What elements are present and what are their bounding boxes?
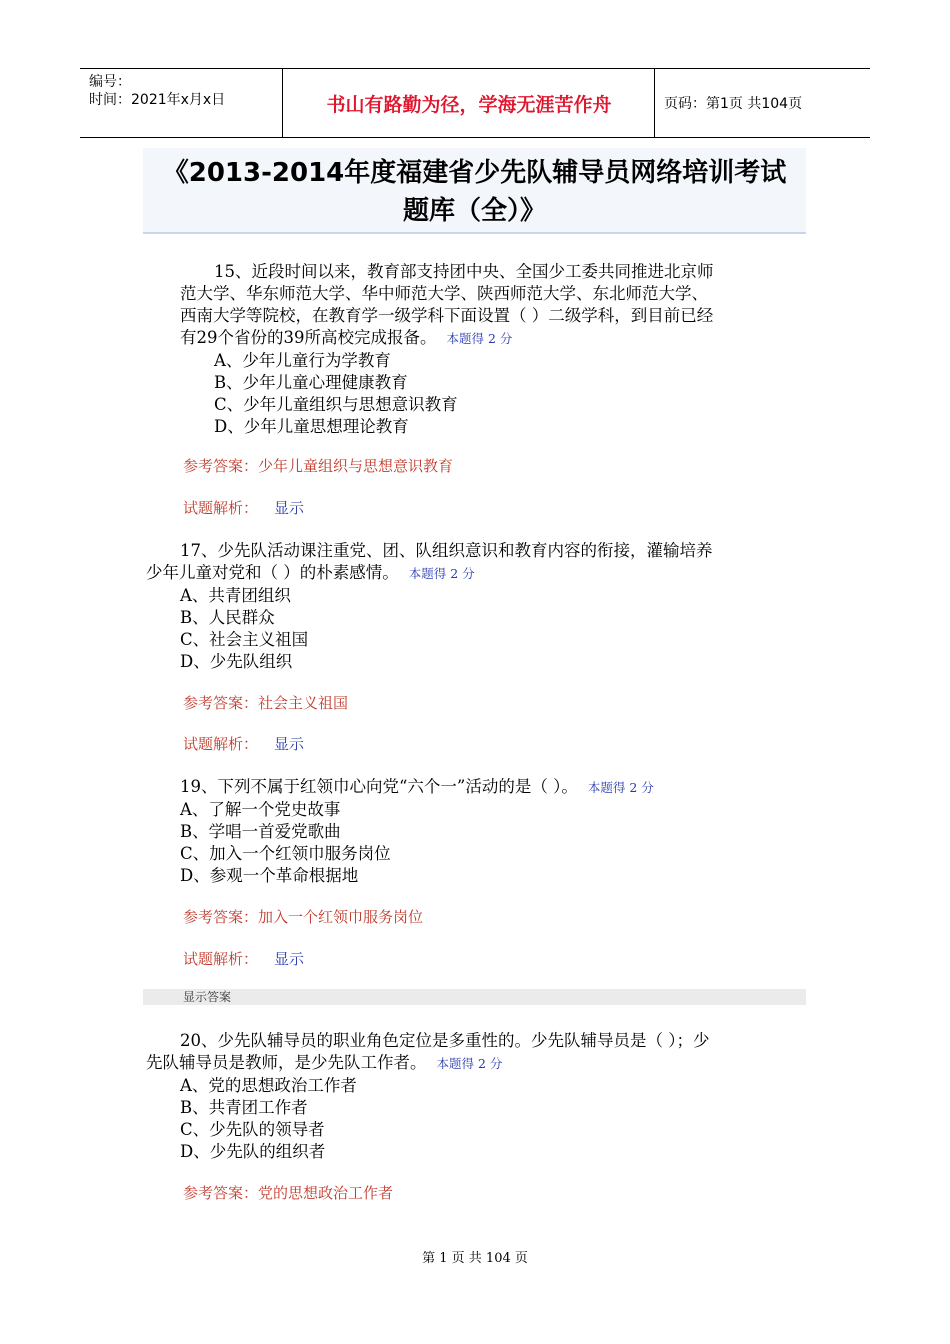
reference-answer: 参考答案：社会主义祖国 xyxy=(183,694,349,712)
question-15 xyxy=(180,261,810,438)
question-stem-line: 有29个省份的39所高校完成报备。 xyxy=(180,328,437,347)
question-stem-line: 20、少先队辅导员的职业角色定位是多重性的。少先队辅导员是（ ）；少 xyxy=(180,1031,710,1050)
option-c: C、少先队的领导者 xyxy=(180,1120,325,1139)
score-label: 本题得 2 分 xyxy=(408,566,475,581)
title-line-1: 《2013-2014年度福建省少先队辅导员网络培训考试 xyxy=(162,158,787,188)
option-b: B、共青团工作者 xyxy=(180,1098,308,1117)
score-label: 本题得 2 分 xyxy=(436,1056,503,1071)
question-stem-line: 少年儿童对党和（ ）的朴素感情。 xyxy=(146,563,399,582)
analysis-label: 试题解析： xyxy=(183,735,259,753)
option-d: D、参观一个革命根据地 xyxy=(180,866,359,885)
code-label: 编号： xyxy=(89,74,131,90)
page-footer: 第 1 页 共 104 页 xyxy=(422,1251,528,1266)
analysis-label: 试题解析： xyxy=(183,950,259,968)
reference-answer: 参考答案：少年儿童组织与思想意识教育 xyxy=(183,457,454,475)
score-label: 本题得 2 分 xyxy=(446,331,513,346)
question-stem-line: 西南大学等院校，在教育学一级学科下面设置（ ）二级学科，到目前已经 xyxy=(180,306,714,325)
analysis-row xyxy=(183,497,304,518)
option-a: A、了解一个党史故事 xyxy=(180,800,341,819)
option-a: A、少年儿童行为学教育 xyxy=(214,351,391,370)
header-motto: 书山有路勤为径，学海无涯苦作舟 xyxy=(326,93,612,116)
show-analysis-link[interactable]: 显示 xyxy=(274,950,305,968)
reference-answer: 参考答案：党的思想政治工作者 xyxy=(183,1184,394,1202)
question-stem-line: 19、下列不属于红领巾心向党“六个一”活动的是（ ）。 xyxy=(180,777,578,796)
show-analysis-link[interactable]: 显示 xyxy=(274,735,305,753)
analysis-row xyxy=(183,733,304,754)
option-a: A、共青团组织 xyxy=(180,586,291,605)
option-b: B、学唱一首爱党歌曲 xyxy=(180,822,341,841)
time-label: 时间：2021年x月x日 xyxy=(89,92,226,108)
question-stem-line: 17、少先队活动课注重党、团、队组织意识和教育内容的衔接，灌输培养 xyxy=(180,541,713,560)
option-a: A、党的思想政治工作者 xyxy=(180,1076,357,1095)
reference-answer: 参考答案：加入一个红领巾服务岗位 xyxy=(183,908,424,926)
question-17 xyxy=(146,540,810,673)
option-d: D、少先队组织 xyxy=(180,652,293,671)
header-divider xyxy=(654,69,655,137)
show-analysis-link[interactable]: 显示 xyxy=(274,499,305,517)
question-20 xyxy=(146,1030,810,1163)
score-label: 本题得 2 分 xyxy=(587,780,654,795)
analysis-row xyxy=(183,948,304,969)
option-d: D、少先队的组织者 xyxy=(180,1142,326,1161)
title-line-2: 题库（全）》 xyxy=(402,196,546,226)
option-b: B、人民群众 xyxy=(180,608,275,627)
question-19 xyxy=(146,776,810,887)
option-c: C、社会主义祖国 xyxy=(180,630,309,649)
question-stem-line: 范大学、华东师范大学、华中师范大学、陕西师范大学、东北师范大学、 xyxy=(180,284,708,303)
question-stem-line: 15、近段时间以来，教育部支持团中央、全国少工委共同推进北京师 xyxy=(214,262,714,281)
document-title xyxy=(143,148,806,234)
option-d: D、少年儿童思想理论教育 xyxy=(214,417,409,436)
question-stem-line: 先队辅导员是教师，是少先队工作者。 xyxy=(146,1053,427,1072)
show-answer-bar[interactable]: 显示答案 xyxy=(143,989,806,1005)
header-divider xyxy=(282,69,283,137)
analysis-label: 试题解析： xyxy=(183,499,259,517)
page-header xyxy=(80,68,870,138)
header-page-info: 页码：第1页 共104页 xyxy=(664,96,803,112)
option-c: C、少年儿童组织与思想意识教育 xyxy=(214,395,458,414)
header-meta xyxy=(89,73,225,109)
option-c: C、加入一个红领巾服务岗位 xyxy=(180,844,391,863)
option-b: B、少年儿童心理健康教育 xyxy=(214,373,408,392)
